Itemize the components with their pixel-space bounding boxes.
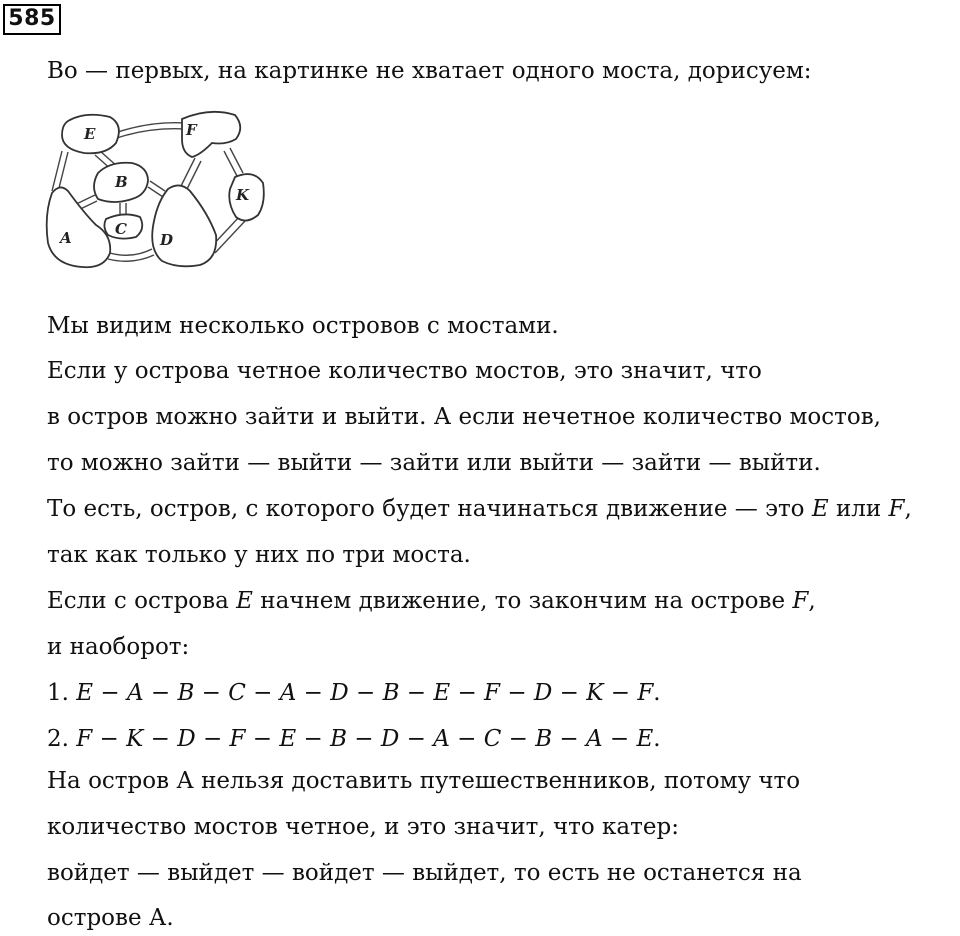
- bridge-e-f: [115, 123, 185, 133]
- route-2: [47, 724, 661, 754]
- label-d: D: [160, 231, 174, 249]
- route-end: .: [653, 726, 661, 752]
- line-text: начнем движение, то закончим на острове: [252, 588, 793, 614]
- text-line: Если у острова четное количество мостов, это значит, что: [47, 358, 762, 384]
- math-f: F: [792, 588, 809, 614]
- label-c: C: [115, 220, 127, 238]
- label-b: B: [115, 173, 128, 191]
- islands-bridges-diagram: [40, 103, 270, 273]
- bridge-f-d: [186, 161, 201, 191]
- line-text: ,: [808, 588, 816, 614]
- text-line: в остров можно зайти и выйти. А если нечетное количество мостов,: [47, 404, 881, 430]
- route-path: E − A − B − C − A − D − B − E − F − D − K − F: [76, 680, 654, 706]
- label-e: E: [84, 125, 96, 143]
- bridge-a-d: [108, 255, 154, 261]
- bridge-a-d: [110, 249, 152, 255]
- text-line: [47, 494, 912, 524]
- conclusion-line: войдет — выйдет — войдет — выйдет, то есть не останется на: [47, 860, 802, 886]
- route-end: .: [653, 680, 661, 706]
- bridge-f-k: [224, 151, 237, 176]
- route-number: 2.: [47, 726, 77, 752]
- bridge-e-a: [58, 152, 68, 192]
- math-e: E: [811, 496, 829, 522]
- text-line: так как только у них по три моста.: [47, 542, 471, 568]
- math-f: F: [888, 496, 905, 522]
- text-line: то можно зайти — выйти — зайти или выйти — зайти — выйти.: [47, 450, 821, 476]
- line-text: Если с острова: [47, 588, 237, 614]
- bridge-e-a: [52, 151, 62, 191]
- line-text: или: [828, 496, 889, 522]
- intro-line: Во — первых, на картинке не хватает одного моста, дорисуем:: [47, 58, 812, 84]
- bridge-e-f: [117, 129, 185, 138]
- problem-number: 585: [3, 4, 61, 35]
- conclusion-line: острове А.: [47, 905, 174, 931]
- text-line: и наоборот:: [47, 634, 190, 660]
- bridge-f-d: [180, 158, 195, 188]
- text-line: Мы видим несколько островов с мостами.: [47, 313, 559, 339]
- label-a: A: [60, 229, 72, 247]
- label-k: K: [236, 186, 250, 204]
- route-1: [47, 678, 661, 708]
- route-path: F − K − D − F − E − B − D − A − C − B − A − E: [76, 726, 654, 752]
- line-text: То есть, остров, с которого будет начинаться движение — это: [47, 496, 812, 522]
- line-text: ,: [904, 496, 912, 522]
- label-f: F: [186, 121, 197, 139]
- conclusion-line: На остров А нельзя доставить путешественников, потому что: [47, 768, 801, 794]
- island-d: [152, 185, 216, 266]
- conclusion-line: количество мостов четное, и это значит, что катер:: [47, 814, 679, 840]
- math-e: E: [236, 588, 253, 614]
- route-number: 1.: [47, 680, 77, 706]
- text-line: [47, 586, 816, 616]
- bridge-f-k: [230, 148, 243, 173]
